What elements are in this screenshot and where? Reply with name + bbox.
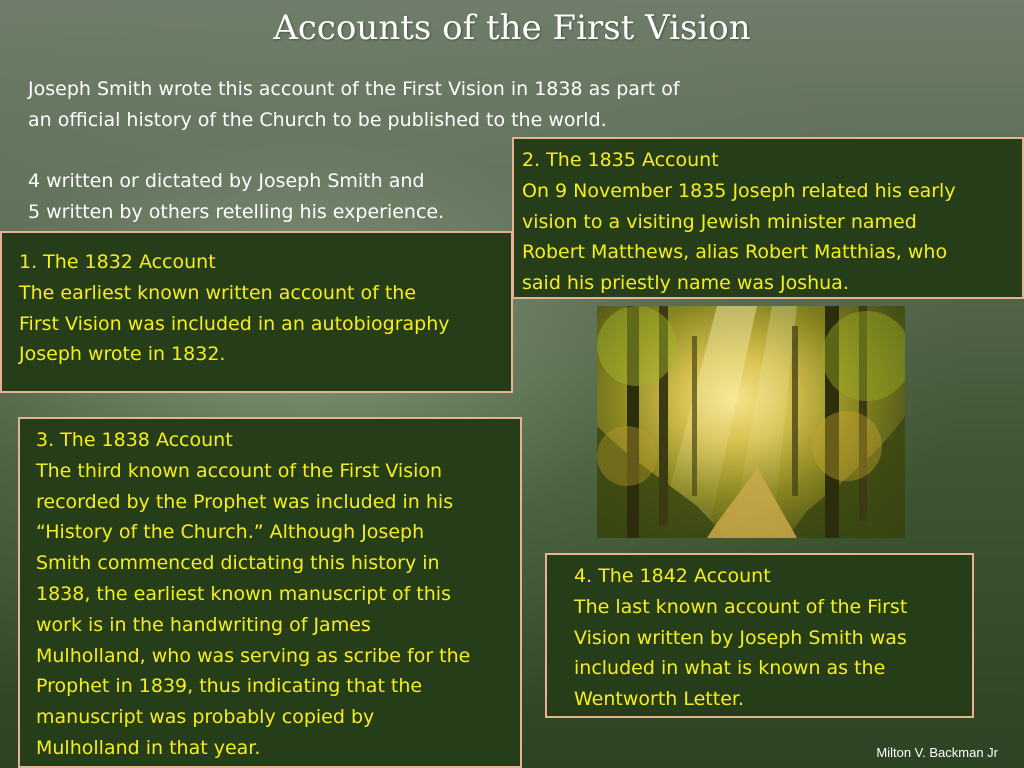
intro-line: Joseph Smith wrote this account of the First Vision in 1838 as part of xyxy=(28,78,680,100)
account-count-text xyxy=(28,166,508,228)
account-line: Robert Matthews, alias Robert Matthias, who xyxy=(522,241,948,264)
account-line: Smith commenced dictating this history in xyxy=(36,552,440,575)
forest-illustration xyxy=(597,306,905,538)
account-line: Vision written by Joseph Smith was xyxy=(574,626,907,649)
account-line: included in what is known as the xyxy=(574,657,886,680)
intro-text xyxy=(28,74,758,136)
account-heading: 4. The 1842 Account xyxy=(574,565,771,587)
account-line: said his priestly name was Joshua. xyxy=(522,272,849,295)
account-line: vision to a visiting Jewish minister named xyxy=(522,210,917,233)
account-box-1842 xyxy=(545,553,974,718)
account-line: On 9 November 1835 Joseph related his early xyxy=(522,179,956,202)
account-line: recorded by the Prophet was included in his xyxy=(36,490,454,513)
author-credit: Milton V. Backman Jr xyxy=(876,745,998,760)
account-heading: 3. The 1838 Account xyxy=(36,429,233,451)
account-box-1835 xyxy=(512,137,1024,299)
account-line: “History of the Church.” Although Joseph xyxy=(36,521,425,544)
account-line: The earliest known written account of the xyxy=(19,281,417,304)
account-line: Joseph wrote in 1832. xyxy=(19,343,226,366)
account-line: First Vision was included in an autobiography xyxy=(19,312,450,335)
account-box-1832 xyxy=(0,231,513,393)
account-line: work is in the handwriting of James xyxy=(36,613,371,636)
account-heading: 1. The 1832 Account xyxy=(19,251,216,273)
account-box-1838 xyxy=(18,417,522,768)
intro-line: an official history of the Church to be published to the world. xyxy=(28,109,607,131)
account-line: Wentworth Letter. xyxy=(574,688,744,711)
count-line: 4 written or dictated by Joseph Smith and xyxy=(28,170,425,192)
account-line: The third known account of the First Vision xyxy=(36,459,443,482)
account-line: Prophet in 1839, thus indicating that the xyxy=(36,675,423,698)
account-line: 1838, the earliest known manuscript of this xyxy=(36,582,451,605)
account-line: Mulholland, who was serving as scribe for the xyxy=(36,644,471,667)
forest-path-image xyxy=(597,306,905,538)
account-line: Mulholland in that year. xyxy=(36,736,261,759)
account-heading: 2. The 1835 Account xyxy=(522,149,719,171)
count-line: 5 written by others retelling his experience. xyxy=(28,201,445,223)
slide-title: Accounts of the First Vision xyxy=(273,8,751,48)
account-line: manuscript was probably copied by xyxy=(36,706,375,729)
account-line: The last known account of the First xyxy=(574,595,908,618)
